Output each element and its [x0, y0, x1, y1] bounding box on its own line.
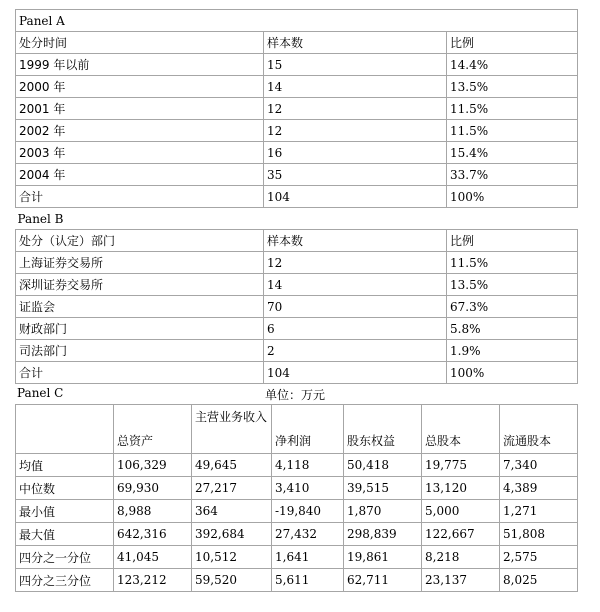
table-row [16, 500, 578, 523]
table-cell: 100% [447, 362, 578, 384]
table-cell: 2,575 [500, 546, 578, 569]
table-cell: 392,684 [192, 523, 272, 546]
table-cell: 深圳证券交易所 [16, 274, 264, 296]
panel-c-table [15, 404, 578, 592]
table-row [16, 186, 578, 208]
table-row [16, 477, 578, 500]
header-cell: 股东权益 [344, 405, 422, 454]
table-cell: 298,839 [344, 523, 422, 546]
table-cell: 3,410 [272, 477, 344, 500]
table-cell: 6 [264, 318, 447, 340]
table-row [16, 296, 578, 318]
table-cell: 13.5% [447, 76, 578, 98]
table-cell: 364 [192, 500, 272, 523]
table-cell: 13.5% [447, 274, 578, 296]
header-cell: 总资产 [114, 405, 192, 454]
table-cell: 49,645 [192, 454, 272, 477]
header-cell: 样本数 [264, 230, 447, 252]
table-cell: 2002 年 [16, 120, 264, 142]
header-cell: 主营业务收入 [192, 405, 272, 454]
table-cell: 70 [264, 296, 447, 318]
table-cell: 11.5% [447, 252, 578, 274]
table-header-row [16, 32, 578, 54]
table-cell: 1.9% [447, 340, 578, 362]
table-cell: 10,512 [192, 546, 272, 569]
table-cell: 2003 年 [16, 142, 264, 164]
table-cell: 106,329 [114, 454, 192, 477]
table-cell: 司法部门 [16, 340, 264, 362]
table-cell: 14.4% [447, 54, 578, 76]
table-cell: 19,775 [422, 454, 500, 477]
header-cell: 比例 [447, 230, 578, 252]
header-cell: 流通股本 [500, 405, 578, 454]
table-cell: 8,025 [500, 569, 578, 592]
header-cell [16, 405, 114, 454]
panel-a-label-row [16, 10, 578, 32]
header-cell: 处分（认定）部门 [16, 230, 264, 252]
table-cell: 41,045 [114, 546, 192, 569]
table-cell: 最小值 [16, 500, 114, 523]
table-cell: 4,389 [500, 477, 578, 500]
table-cell: 5,000 [422, 500, 500, 523]
table-cell: 合计 [16, 362, 264, 384]
header-cell: 总股本 [422, 405, 500, 454]
panel-a-table [15, 9, 578, 384]
table-cell: 四分之一分位 [16, 546, 114, 569]
table-row [16, 546, 578, 569]
table-cell: 14 [264, 76, 447, 98]
table-cell: 证监会 [16, 296, 264, 318]
table-cell: 上海证券交易所 [16, 252, 264, 274]
table-cell: 12 [264, 120, 447, 142]
table-cell: 5,611 [272, 569, 344, 592]
table-cell: 均值 [16, 454, 114, 477]
table-row [16, 362, 578, 384]
table-row [16, 164, 578, 186]
table-cell: 8,218 [422, 546, 500, 569]
document-page [15, 9, 577, 592]
table-cell: 1,271 [500, 500, 578, 523]
table-cell: 67.3% [447, 296, 578, 318]
table-cell: 15.4% [447, 142, 578, 164]
header-cell: 处分时间 [16, 32, 264, 54]
table-cell: 104 [264, 362, 447, 384]
panel-c-label: Panel C [17, 386, 64, 400]
table-cell: 4,118 [272, 454, 344, 477]
table-cell: 2004 年 [16, 164, 264, 186]
table-cell: 14 [264, 274, 447, 296]
table-cell: 合计 [16, 186, 264, 208]
table-cell: 15 [264, 54, 447, 76]
table-row [16, 120, 578, 142]
table-cell: 财政部门 [16, 318, 264, 340]
table-cell: -19,840 [272, 500, 344, 523]
table-cell: 122,667 [422, 523, 500, 546]
table-cell: 1,870 [344, 500, 422, 523]
table-header-row [16, 405, 578, 454]
unit-label: 单位：万元 [265, 388, 326, 402]
table-cell: 104 [264, 186, 447, 208]
table-cell: 100% [447, 186, 578, 208]
table-cell: 中位数 [16, 477, 114, 500]
table-row [16, 252, 578, 274]
table-cell: 8,988 [114, 500, 192, 523]
table-row [16, 142, 578, 164]
table-cell: 13,120 [422, 477, 500, 500]
table-cell: 27,217 [192, 477, 272, 500]
table-row [16, 569, 578, 592]
table-cell: 50,418 [344, 454, 422, 477]
panel-a-label: Panel A [16, 10, 578, 32]
table-cell: 51,808 [500, 523, 578, 546]
table-cell: 1,641 [272, 546, 344, 569]
table-cell: 最大值 [16, 523, 114, 546]
table-row [16, 274, 578, 296]
header-cell: 比例 [447, 32, 578, 54]
table-header-row [16, 230, 578, 252]
table-cell: 35 [264, 164, 447, 186]
panel-b-label-row [16, 208, 578, 230]
header-cell: 净利润 [272, 405, 344, 454]
table-cell: 123,212 [114, 569, 192, 592]
table-cell: 11.5% [447, 120, 578, 142]
panel-c-caption [15, 384, 577, 404]
table-cell: 642,316 [114, 523, 192, 546]
table-row [16, 54, 578, 76]
table-cell: 16 [264, 142, 447, 164]
table-cell: 27,432 [272, 523, 344, 546]
table-cell: 5.8% [447, 318, 578, 340]
table-row [16, 454, 578, 477]
table-cell: 12 [264, 98, 447, 120]
table-cell: 12 [264, 252, 447, 274]
table-row [16, 340, 578, 362]
table-cell: 59,520 [192, 569, 272, 592]
table-cell: 2 [264, 340, 447, 362]
table-cell: 四分之三分位 [16, 569, 114, 592]
table-row [16, 76, 578, 98]
table-cell: 7,340 [500, 454, 578, 477]
table-cell: 69,930 [114, 477, 192, 500]
table-cell: 62,711 [344, 569, 422, 592]
table-cell: 2000 年 [16, 76, 264, 98]
table-cell: 23,137 [422, 569, 500, 592]
table-cell: 2001 年 [16, 98, 264, 120]
table-cell: 19,861 [344, 546, 422, 569]
table-row [16, 523, 578, 546]
panel-b-label: Panel B [17, 211, 64, 226]
table-cell: 1999 年以前 [16, 54, 264, 76]
table-row [16, 98, 578, 120]
table-cell: 33.7% [447, 164, 578, 186]
header-cell: 样本数 [264, 32, 447, 54]
table-row [16, 318, 578, 340]
table-cell: 11.5% [447, 98, 578, 120]
table-cell: 39,515 [344, 477, 422, 500]
